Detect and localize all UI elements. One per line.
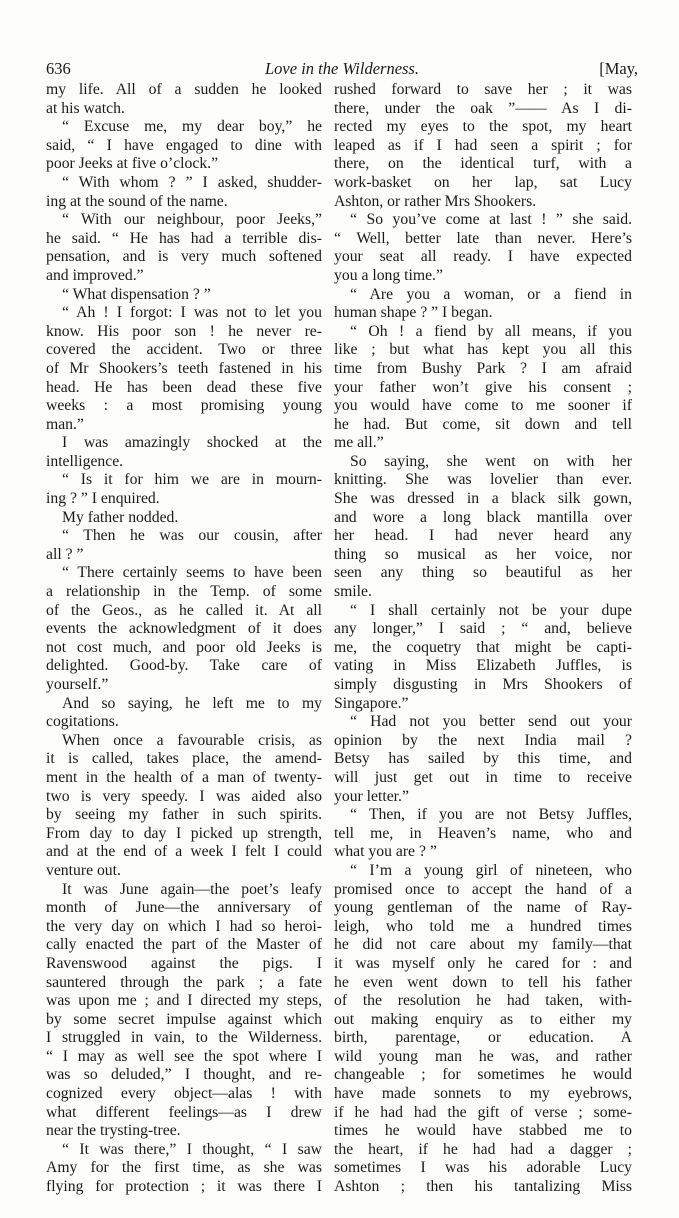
text-line: near the trysting-tree. bbox=[46, 1122, 181, 1140]
text-line: he said. “ He has had a terrible dis- bbox=[46, 229, 322, 247]
text-line: It was June again—the poet’s leafy bbox=[62, 880, 322, 898]
text-line: “ I shall certainly not be your dupe bbox=[350, 601, 632, 619]
text-line: will just get out in time to receive bbox=[334, 768, 632, 786]
text-line: ment in the health of a man of twenty- bbox=[46, 768, 322, 786]
text-line: weeks : a most promising young bbox=[46, 397, 322, 415]
text-line: When once a favourable crisis, as bbox=[62, 731, 322, 749]
text-line: “ It was there,” I thought, “ I saw bbox=[62, 1140, 322, 1158]
text-line: Betsy has sailed by this time, and bbox=[334, 750, 632, 768]
text-line: it is called, takes place, the amend- bbox=[46, 750, 322, 768]
text-line: pensation, and is very much softened bbox=[46, 248, 322, 266]
text-line: “ With whom ? ” I asked, shudder- bbox=[62, 173, 322, 191]
text-line: And so saying, he left me to my bbox=[62, 694, 322, 712]
text-line: Ashton, or rather Mrs Shookers. bbox=[334, 192, 537, 210]
text-line: the very day on which I had so heroi- bbox=[46, 917, 322, 935]
text-line: delighted. Good-by. Take care of bbox=[46, 657, 322, 675]
left-column bbox=[46, 81, 322, 1197]
text-line: any longer,” I said ; “ and, believe bbox=[334, 620, 632, 638]
text-line: events the acknowledgment of it does bbox=[46, 620, 322, 638]
text-line: you would have come to me sooner if bbox=[334, 397, 632, 415]
text-line: me, the coquetry that might be capti- bbox=[334, 638, 632, 656]
text-line: have made sonnets to my eyebrows, bbox=[334, 1085, 632, 1103]
text-line: From day to day I picked up strength, bbox=[46, 824, 322, 842]
text-line: time from Bushy Park ? I am afraid bbox=[334, 359, 632, 377]
text-line: smile. bbox=[334, 583, 372, 601]
right-column bbox=[334, 81, 632, 1197]
text-line: Amy for the first time, as she was bbox=[46, 1159, 322, 1177]
text-line: promised once to accept the hand of a bbox=[334, 880, 632, 898]
text-line: and improved.” bbox=[46, 266, 144, 284]
text-line: cogitations. bbox=[46, 713, 119, 731]
text-line: you a long time.” bbox=[334, 266, 443, 284]
text-line: “ Excuse me, my dear boy,” he bbox=[62, 118, 322, 136]
text-line: like ; but what has kept you all this bbox=[334, 341, 632, 359]
text-line: there, on the identical turf, with a bbox=[334, 155, 632, 173]
text-line: all ? ” bbox=[46, 545, 84, 563]
text-line: my life. All of a sudden he looked bbox=[46, 81, 322, 98]
text-line: rushed forward to save her ; it was bbox=[334, 81, 632, 98]
text-line: out making enquiry as to either my bbox=[334, 1010, 632, 1028]
text-line: what different feelings—as I drew bbox=[46, 1103, 322, 1121]
text-line: “ With our neighbour, poor Jeeks,” bbox=[62, 211, 322, 229]
issue-month: [May, bbox=[599, 59, 638, 78]
text-line: a relationship in the Temp. of some bbox=[46, 583, 322, 601]
text-line: rected my eyes to the spot, my heart bbox=[334, 118, 632, 136]
running-title: Love in the Wilderness. bbox=[265, 59, 419, 78]
text-line: man.” bbox=[46, 415, 84, 433]
text-line: leigh, who told me a hundred times bbox=[334, 917, 632, 935]
text-line: “ Then, if you are not Betsy Juffles, bbox=[350, 806, 632, 824]
page-number: 636 bbox=[46, 59, 71, 78]
text-line: ing at the sound of the name. bbox=[46, 192, 228, 210]
text-line: “ There certainly seems to have been bbox=[62, 564, 322, 582]
text-line: and at the end of a week I felt I could bbox=[46, 843, 322, 861]
text-line: flying for protection ; it was there I bbox=[46, 1178, 322, 1196]
text-line: So saying, she went on with her bbox=[350, 452, 632, 470]
text-line: month of June—the anniversary of bbox=[46, 899, 322, 917]
text-line: her head. I had never heard any bbox=[334, 527, 632, 545]
text-line: “ Are you a woman, or a fiend in bbox=[350, 285, 632, 303]
text-line: “ Is it for him we are in mourn- bbox=[62, 471, 322, 489]
text-line: opinion by the next India mail ? bbox=[334, 731, 632, 749]
text-line: he even went down to tell his father bbox=[334, 973, 632, 991]
text-line: of the Geos., as he called it. At all bbox=[46, 601, 322, 619]
text-line: if he had had the gift of verse ; some- bbox=[334, 1103, 632, 1121]
text-line: of Mr Shookers’s teeth fastened in his bbox=[46, 359, 322, 377]
text-line: Ravenswood against the pigs. I bbox=[46, 954, 322, 972]
text-line: leaped as if I had seen a spirit ; for bbox=[334, 136, 632, 154]
text-line: two is very speedy. I was aided also bbox=[46, 787, 322, 805]
text-line: venture out. bbox=[46, 861, 121, 879]
text-line: I was amazingly shocked at the bbox=[62, 434, 322, 452]
text-line: human shape ? ” I began. bbox=[334, 304, 493, 322]
text-line: changeable ; for sometimes he would bbox=[334, 1066, 632, 1084]
text-line: your seat all ready. I have expected bbox=[334, 248, 632, 266]
text-line: the heart, if he had had a dagger ; bbox=[334, 1140, 632, 1158]
text-line: head. He has been dead these five bbox=[46, 378, 322, 396]
text-line: not cost much, and poor old Jeeks is bbox=[46, 638, 322, 656]
text-line: cally enacted the part of the Master of bbox=[46, 936, 322, 954]
text-line: of the resolution he had taken, with- bbox=[334, 992, 632, 1010]
text-line: simply disgusting in Mrs Shookers of bbox=[334, 676, 632, 693]
text-line: at his watch. bbox=[46, 99, 125, 117]
text-line: me all.” bbox=[334, 434, 384, 452]
text-line: cognized every object—alas ! with bbox=[46, 1085, 322, 1103]
text-line: wild young man he was, and rather bbox=[334, 1047, 632, 1065]
text-line: “ I may as well see the spot where I bbox=[46, 1047, 322, 1065]
text-line: young gentleman of the name of Ray- bbox=[334, 899, 632, 917]
text-line: “ Had not you better send out your bbox=[350, 713, 632, 731]
text-line: tell me, in Heaven’s name, who and bbox=[334, 824, 632, 842]
text-line: was so deluded,” I thought, and re- bbox=[46, 1066, 322, 1084]
text-line: it was myself only he cared for : and bbox=[334, 954, 632, 972]
text-line: work-basket on her lap, sat Lucy bbox=[334, 173, 632, 191]
text-line: and wore a long black mantilla over bbox=[334, 508, 632, 526]
text-line: Singapore.” bbox=[334, 694, 409, 712]
text-line: thing so musical as her voice, nor bbox=[334, 545, 632, 563]
text-line: “ Oh ! a fiend by all means, if you bbox=[350, 322, 632, 340]
text-line: “ So you’ve come at last ! ” she said. bbox=[350, 211, 632, 229]
text-line: your father won’t give his consent ; bbox=[334, 378, 632, 396]
text-line: what you are ? ” bbox=[334, 843, 437, 861]
text-line: My father nodded. bbox=[62, 508, 179, 526]
running-header bbox=[46, 58, 638, 80]
text-line: intelligence. bbox=[46, 452, 124, 470]
text-line: seen any thing so beautiful as her bbox=[334, 564, 632, 582]
text-line: birth, parentage, or education. A bbox=[334, 1029, 632, 1047]
text-line: “ Ah ! I forgot: I was not to let you bbox=[62, 304, 322, 322]
text-line: by some secret impulse against which bbox=[46, 1010, 322, 1028]
text-line: your letter.” bbox=[334, 787, 409, 805]
text-line: She was dressed in a black silk gown, bbox=[334, 490, 632, 508]
text-line: sauntered through the park ; a fate bbox=[46, 973, 322, 991]
text-line: yourself.” bbox=[46, 676, 109, 693]
text-line: said, “ I have engaged to dine with bbox=[46, 136, 322, 154]
text-line: know. His poor son ! he never re- bbox=[46, 322, 322, 340]
text-line: covered the accident. Two or three bbox=[46, 341, 322, 359]
text-line: there, under the oak ”—— As I di- bbox=[334, 99, 632, 117]
text-line: “ Then he was our cousin, after bbox=[62, 527, 322, 545]
text-line: poor Jeeks at five o’clock.” bbox=[46, 155, 219, 173]
text-line: Ashton ; then his tantalizing Miss bbox=[334, 1178, 632, 1196]
text-line: vating in Miss Elizabeth Juffles, is bbox=[334, 657, 632, 675]
text-line: ing ? ” I enquired. bbox=[46, 490, 160, 508]
text-line: times he would have stabbed me to bbox=[334, 1122, 632, 1140]
text-line: I struggled in vain, to the Wilderness. bbox=[46, 1029, 322, 1047]
text-line: “ What dispensation ? ” bbox=[62, 285, 211, 303]
text-line: he did not care about my family—that bbox=[334, 936, 632, 954]
text-line: he had. But come, sit down and tell bbox=[334, 415, 632, 433]
text-line: by seeing my father in such spirits. bbox=[46, 806, 322, 824]
text-line: was upon me ; and I directed my steps, bbox=[46, 992, 322, 1010]
text-line: “ Well, better late than never. Here’s bbox=[334, 229, 632, 247]
text-line: sometimes I was his adorable Lucy bbox=[334, 1159, 632, 1177]
text-line: knitting. She was lovelier than ever. bbox=[334, 471, 632, 489]
text-line: “ I’m a young girl of nineteen, who bbox=[350, 861, 632, 879]
